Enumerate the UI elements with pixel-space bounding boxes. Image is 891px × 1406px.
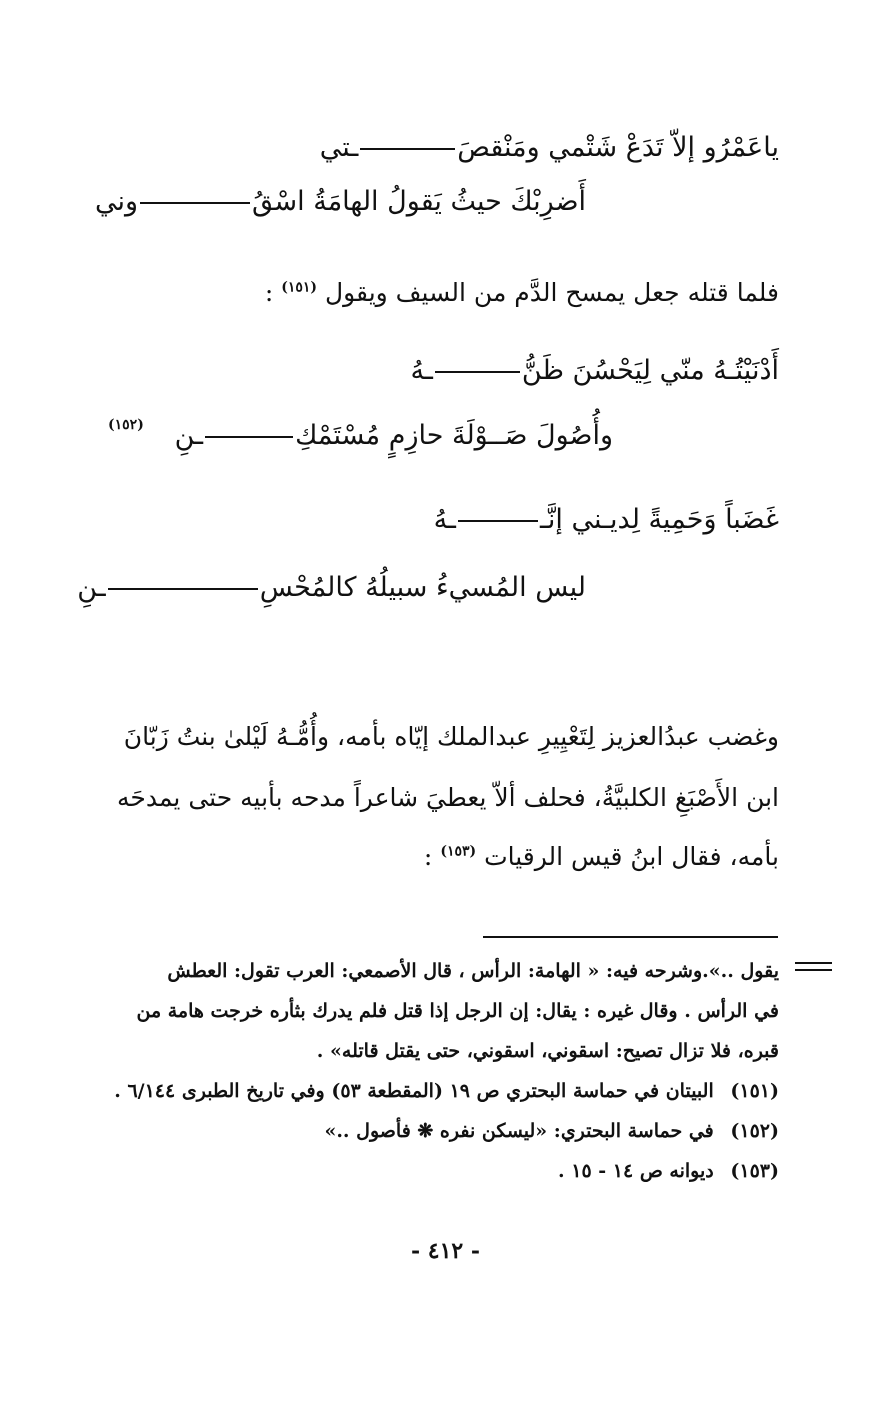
prose-paragraph-line1	[89, 722, 779, 751]
footnote-153	[558, 1160, 779, 1182]
prose-text: ابن الأَصْبَغِ الكلبيَّةُ، فحلف ألاّ يعطيَ شاعراً مدحه بأبيه حتى يمدحَه	[117, 783, 779, 812]
footnote-text: قبره، فلا تزال تصيح: اسقوني، اسقوني، حتى يقتل قاتله» .	[316, 1040, 779, 1062]
prose-paragraph-line3	[424, 842, 779, 871]
footnote-151	[114, 1080, 779, 1102]
prose-text: فلما قتله جعل يمسح الدَّم من السيف ويقول	[324, 278, 779, 307]
footnote-text: في الرأس . وقال غيره : يقال: إن الرجل إذا قتل فلم يدرك بثأره خرجت هامة من	[136, 1000, 779, 1022]
verse-end: ـتي	[319, 132, 359, 163]
poem2-line2	[175, 420, 613, 451]
kashida-stroke	[458, 520, 538, 522]
footnote-continuation-line1	[167, 960, 779, 982]
poem2-line3	[434, 504, 779, 535]
footnote-text: البيتان في حماسة البحتري ص ١٩ (المقطعة ٥٣) وفي تاريخ الطبرى ٦/١٤٤ .	[114, 1080, 714, 1102]
verse-end: ـنِ	[77, 572, 106, 603]
footnote-ref: (١٥٢)	[108, 417, 144, 433]
verse-text: غَضَباً وَحَمِيةً لِديـني إنَّـ	[539, 504, 779, 535]
prose-intro-line	[265, 278, 779, 307]
kashida-stroke	[360, 148, 455, 150]
footnote-text: ديوانه ص ١٤ - ١٥ .	[558, 1160, 714, 1182]
colon: :	[423, 842, 433, 871]
footnote-continuation-line3	[317, 1040, 779, 1062]
verse-text: وأُصُولَ صَــوْلَةَ حازِمٍ مُسْتَمْكِ	[295, 420, 613, 451]
footnote-text: يقول ..».وشرحه فيه: « الهامة: الرأس ، قال الأصمعي: العرب تقول: العطش	[167, 960, 779, 982]
poem1-line1	[320, 132, 779, 163]
poem1-line2	[95, 186, 586, 217]
prose-text: بأمه، فقال ابنُ قيس الرقيات	[484, 842, 779, 871]
verse-end: ـنِ	[174, 420, 204, 451]
footnote-continuation-line2	[136, 1000, 779, 1022]
kashida-stroke	[435, 371, 520, 373]
verse-end: ـهُ	[433, 504, 456, 535]
footnote-text: في حماسة البحتري: «ليسكن نفره ❋ فأصول ..»	[324, 1120, 714, 1142]
verse-text: ليس المُسيءُ سبيلُهُ كالمُحْسِ	[259, 572, 586, 603]
footnote-number: (١٥٢)	[730, 1120, 779, 1142]
footnote-number: (١٥٣)	[730, 1160, 779, 1182]
verse-text: أَدْنَيْتُـهُ منّي لِيَحْسُنَ ظَنُّ	[521, 355, 779, 386]
poem2-line1	[411, 355, 779, 386]
colon: :	[264, 278, 274, 307]
verse-text: أَضرِبْكَ حيثُ يَقولُ الهامَةُ اسْقُ	[252, 186, 586, 217]
kashida-stroke	[140, 202, 250, 204]
verse-end: ـهُ	[410, 355, 433, 386]
verse-text: ياعَمْرُو إلاّ تَدَعْ شَتْمي ومَنْقصَ	[457, 132, 779, 163]
page-number-text: - ٤١٢ -	[410, 1238, 481, 1264]
kashida-stroke	[205, 436, 293, 438]
prose-paragraph-line2	[117, 783, 779, 812]
footnote-152	[324, 1120, 779, 1142]
footnote-separator	[483, 936, 778, 938]
page-number	[0, 1238, 891, 1264]
kashida-stroke	[108, 588, 258, 590]
footnote-ref: (١٥١)	[281, 279, 318, 296]
footnote-number: (١٥١)	[730, 1080, 779, 1102]
continuation-mark	[795, 962, 832, 976]
footnote-ref-152	[108, 414, 144, 433]
poem2-line4	[77, 572, 586, 603]
verse-end: وني	[94, 186, 138, 217]
footnote-ref: (١٥٣)	[440, 843, 477, 860]
prose-text: وغضب عبدُالعزيز لِتَعْيِيرِ عبدالملك إيّاه بأمه، وأُمُّـهُ لَيْلىٰ بنتُ زَبّانَ	[123, 722, 779, 751]
